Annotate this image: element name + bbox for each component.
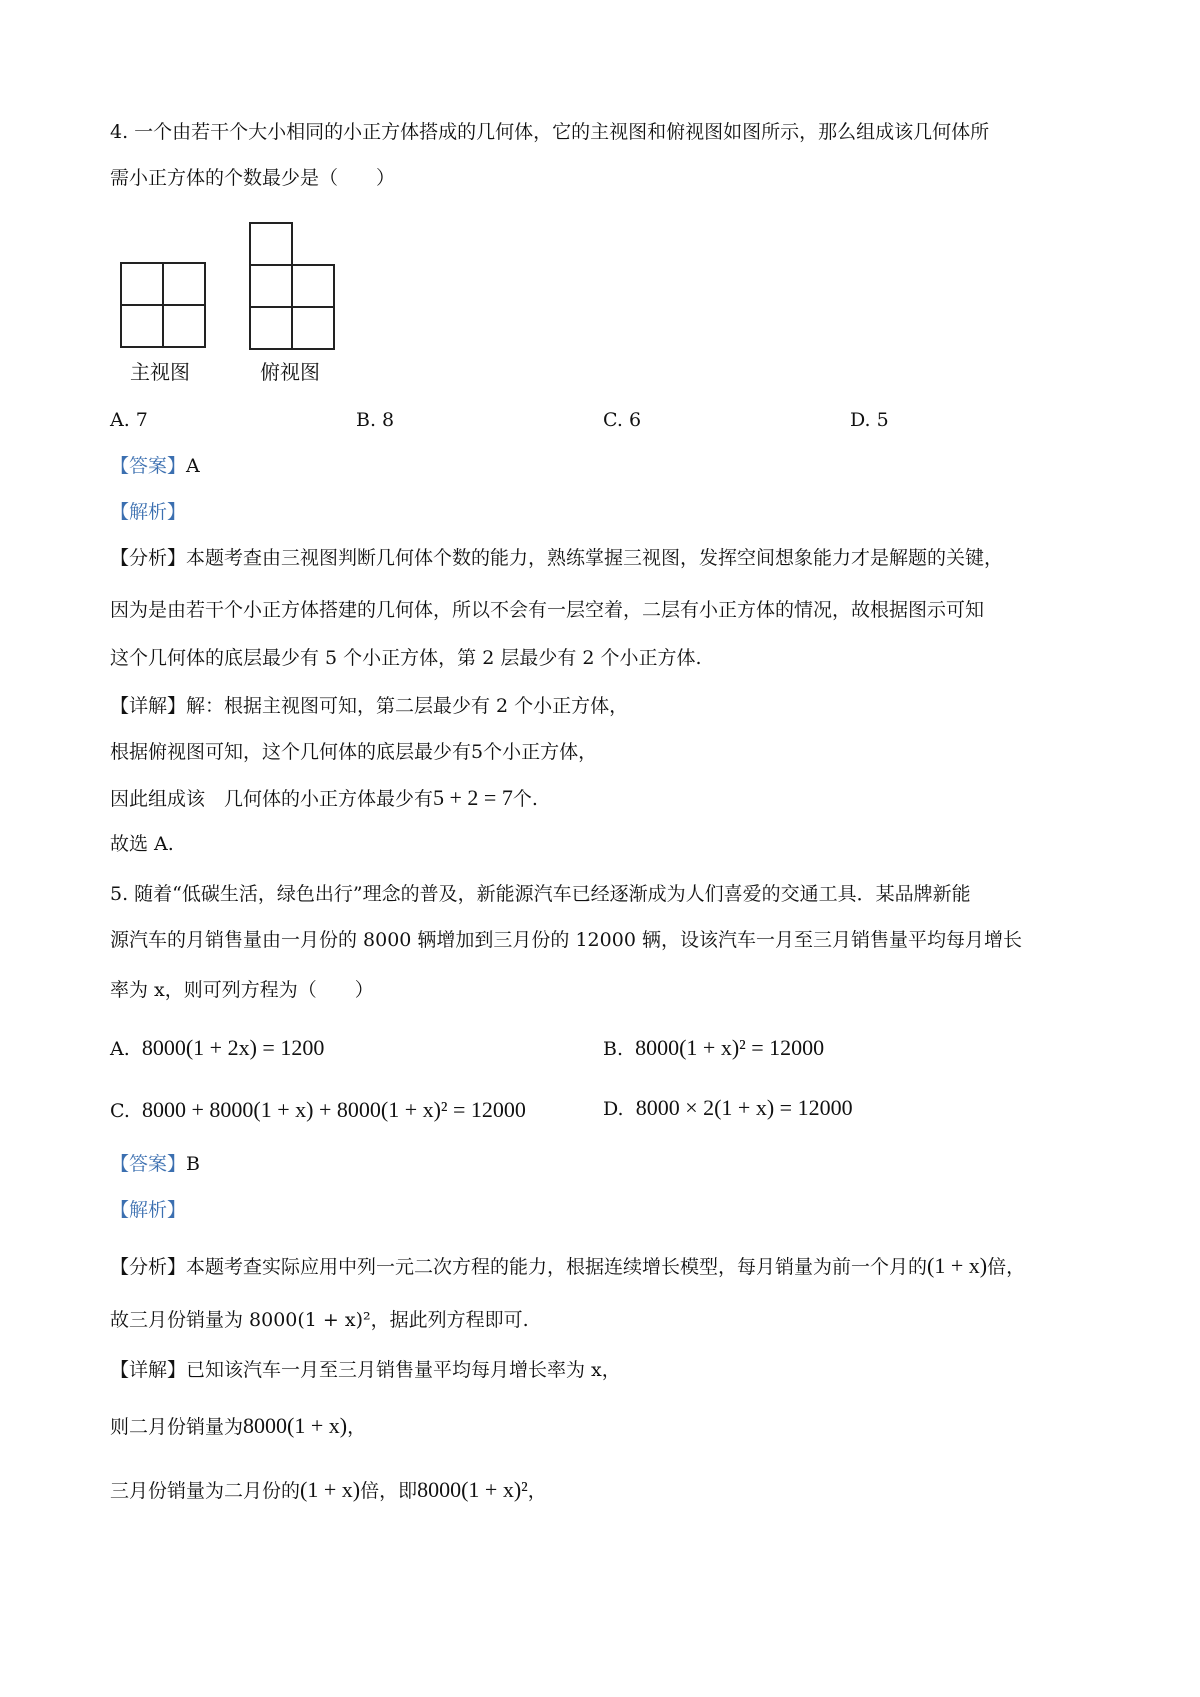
top-view-figure <box>249 222 335 350</box>
q5-xiangjie-tag: 【详解】 <box>110 1359 187 1381</box>
q5-analysis-tag: 【解析】 <box>110 1199 187 1221</box>
front-view-caption: 主视图 <box>130 360 190 384</box>
q4-xiangjie-line1: 【详解】解：根据主视图可知，第二层最少有 2 个小正方体， <box>110 695 629 717</box>
q5-option-a: A. 8000(1 + 2x) = 1200 <box>110 1035 325 1060</box>
q5-option-d: D. 8000 × 2(1 + x) = 12000 <box>603 1095 853 1120</box>
q5-stem-line3: 率为 x，则可列方程为（ ） <box>110 979 374 1001</box>
q4-fenxi-line1: 【分析】本题考查由三视图判断几何体个数的能力，熟练掌握三视图，发挥空间想象能力才是解题的关键， <box>110 547 1004 569</box>
q5-option-b: B. 8000(1 + x)² = 12000 <box>603 1035 825 1060</box>
q4-conclusion: 故选 A. <box>110 833 174 855</box>
q4-analysis-tag: 【解析】 <box>110 501 187 523</box>
q4-option-b: B. 8 <box>356 409 395 431</box>
q5-fenxi-line2: 故三月份销量为 8000(1 + x)²，据此列方程即可. <box>110 1309 529 1331</box>
q5-fenxi-line1: 【分析】本题考查实际应用中列一元二次方程的能力，根据连续增长模型，每月销量为前一个月的(1 + x)倍， <box>110 1253 1026 1278</box>
q4-option-c: C. 6 <box>603 409 642 431</box>
q4-option-d: D. 5 <box>850 409 889 431</box>
q4-answer-line <box>110 452 200 480</box>
q4-answer-tag: 【答案】 <box>110 455 187 477</box>
q4-fenxi-line2: 因为是由若干个小正方体搭建的几何体，所以不会有一层空着，二层有小正方体的情况，故根据图示可知 <box>110 599 985 621</box>
q5-answer-line <box>110 1150 200 1178</box>
q4-fenxi-tag: 【分析】 <box>110 547 187 569</box>
q5-stem-line2: 源汽车的月销售量由一月份的 8000 辆增加到三月份的 12000 辆，设该汽车一月至三月销售量平均每月增长 <box>110 929 1022 951</box>
front-view-figure <box>120 262 206 348</box>
q4-stem-line2: 需小正方体的个数最少是（ ） <box>110 167 396 189</box>
q5-answer-tag: 【答案】 <box>110 1153 187 1175</box>
q5-xiangjie-line1: 【详解】已知该汽车一月至三月销售量平均每月增长率为 x， <box>110 1359 621 1381</box>
q5-answer: B <box>186 1153 200 1175</box>
q5-fenxi-tag: 【分析】 <box>110 1256 187 1278</box>
q5-xiangjie-line2: 则二月份销量为8000(1 + x)， <box>110 1413 367 1438</box>
q4-sum-math: 5 + 2 = 7 <box>433 785 513 810</box>
q4-xiangjie-tag: 【详解】 <box>110 695 187 717</box>
q4-xiangjie-line3: 因此组成该 几何体的小正方体最少有5 + 2 = 7个. <box>110 785 538 810</box>
top-view-caption: 俯视图 <box>260 360 320 384</box>
q4-option-a: A. 7 <box>110 409 148 431</box>
q4-fenxi-line3: 这个几何体的底层最少有 5 个小正方体，第 2 层最少有 2 个小正方体. <box>110 647 702 669</box>
q4-stem-line1: 4. 一个由若干个大小相同的小正方体搭成的几何体，它的主视图和俯视图如图所示，那么组成该几何体所 <box>110 121 990 143</box>
q5-option-c: C. 8000 + 8000(1 + x) + 8000(1 + x)² = 12000 <box>110 1097 526 1122</box>
q5-stem-line1: 5. 随着“低碳生活，绿色出行”理念的普及，新能源汽车已经逐渐成为人们喜爱的交通工具．某品牌新能 <box>110 883 971 905</box>
q5-xiangjie-line3: 三月份销量为二月份的(1 + x)倍，即8000(1 + x)²， <box>110 1477 547 1502</box>
q4-answer: A <box>186 455 200 477</box>
q4-xiangjie-line2: 根据俯视图可知，这个几何体的底层最少有5个小正方体， <box>110 741 598 763</box>
